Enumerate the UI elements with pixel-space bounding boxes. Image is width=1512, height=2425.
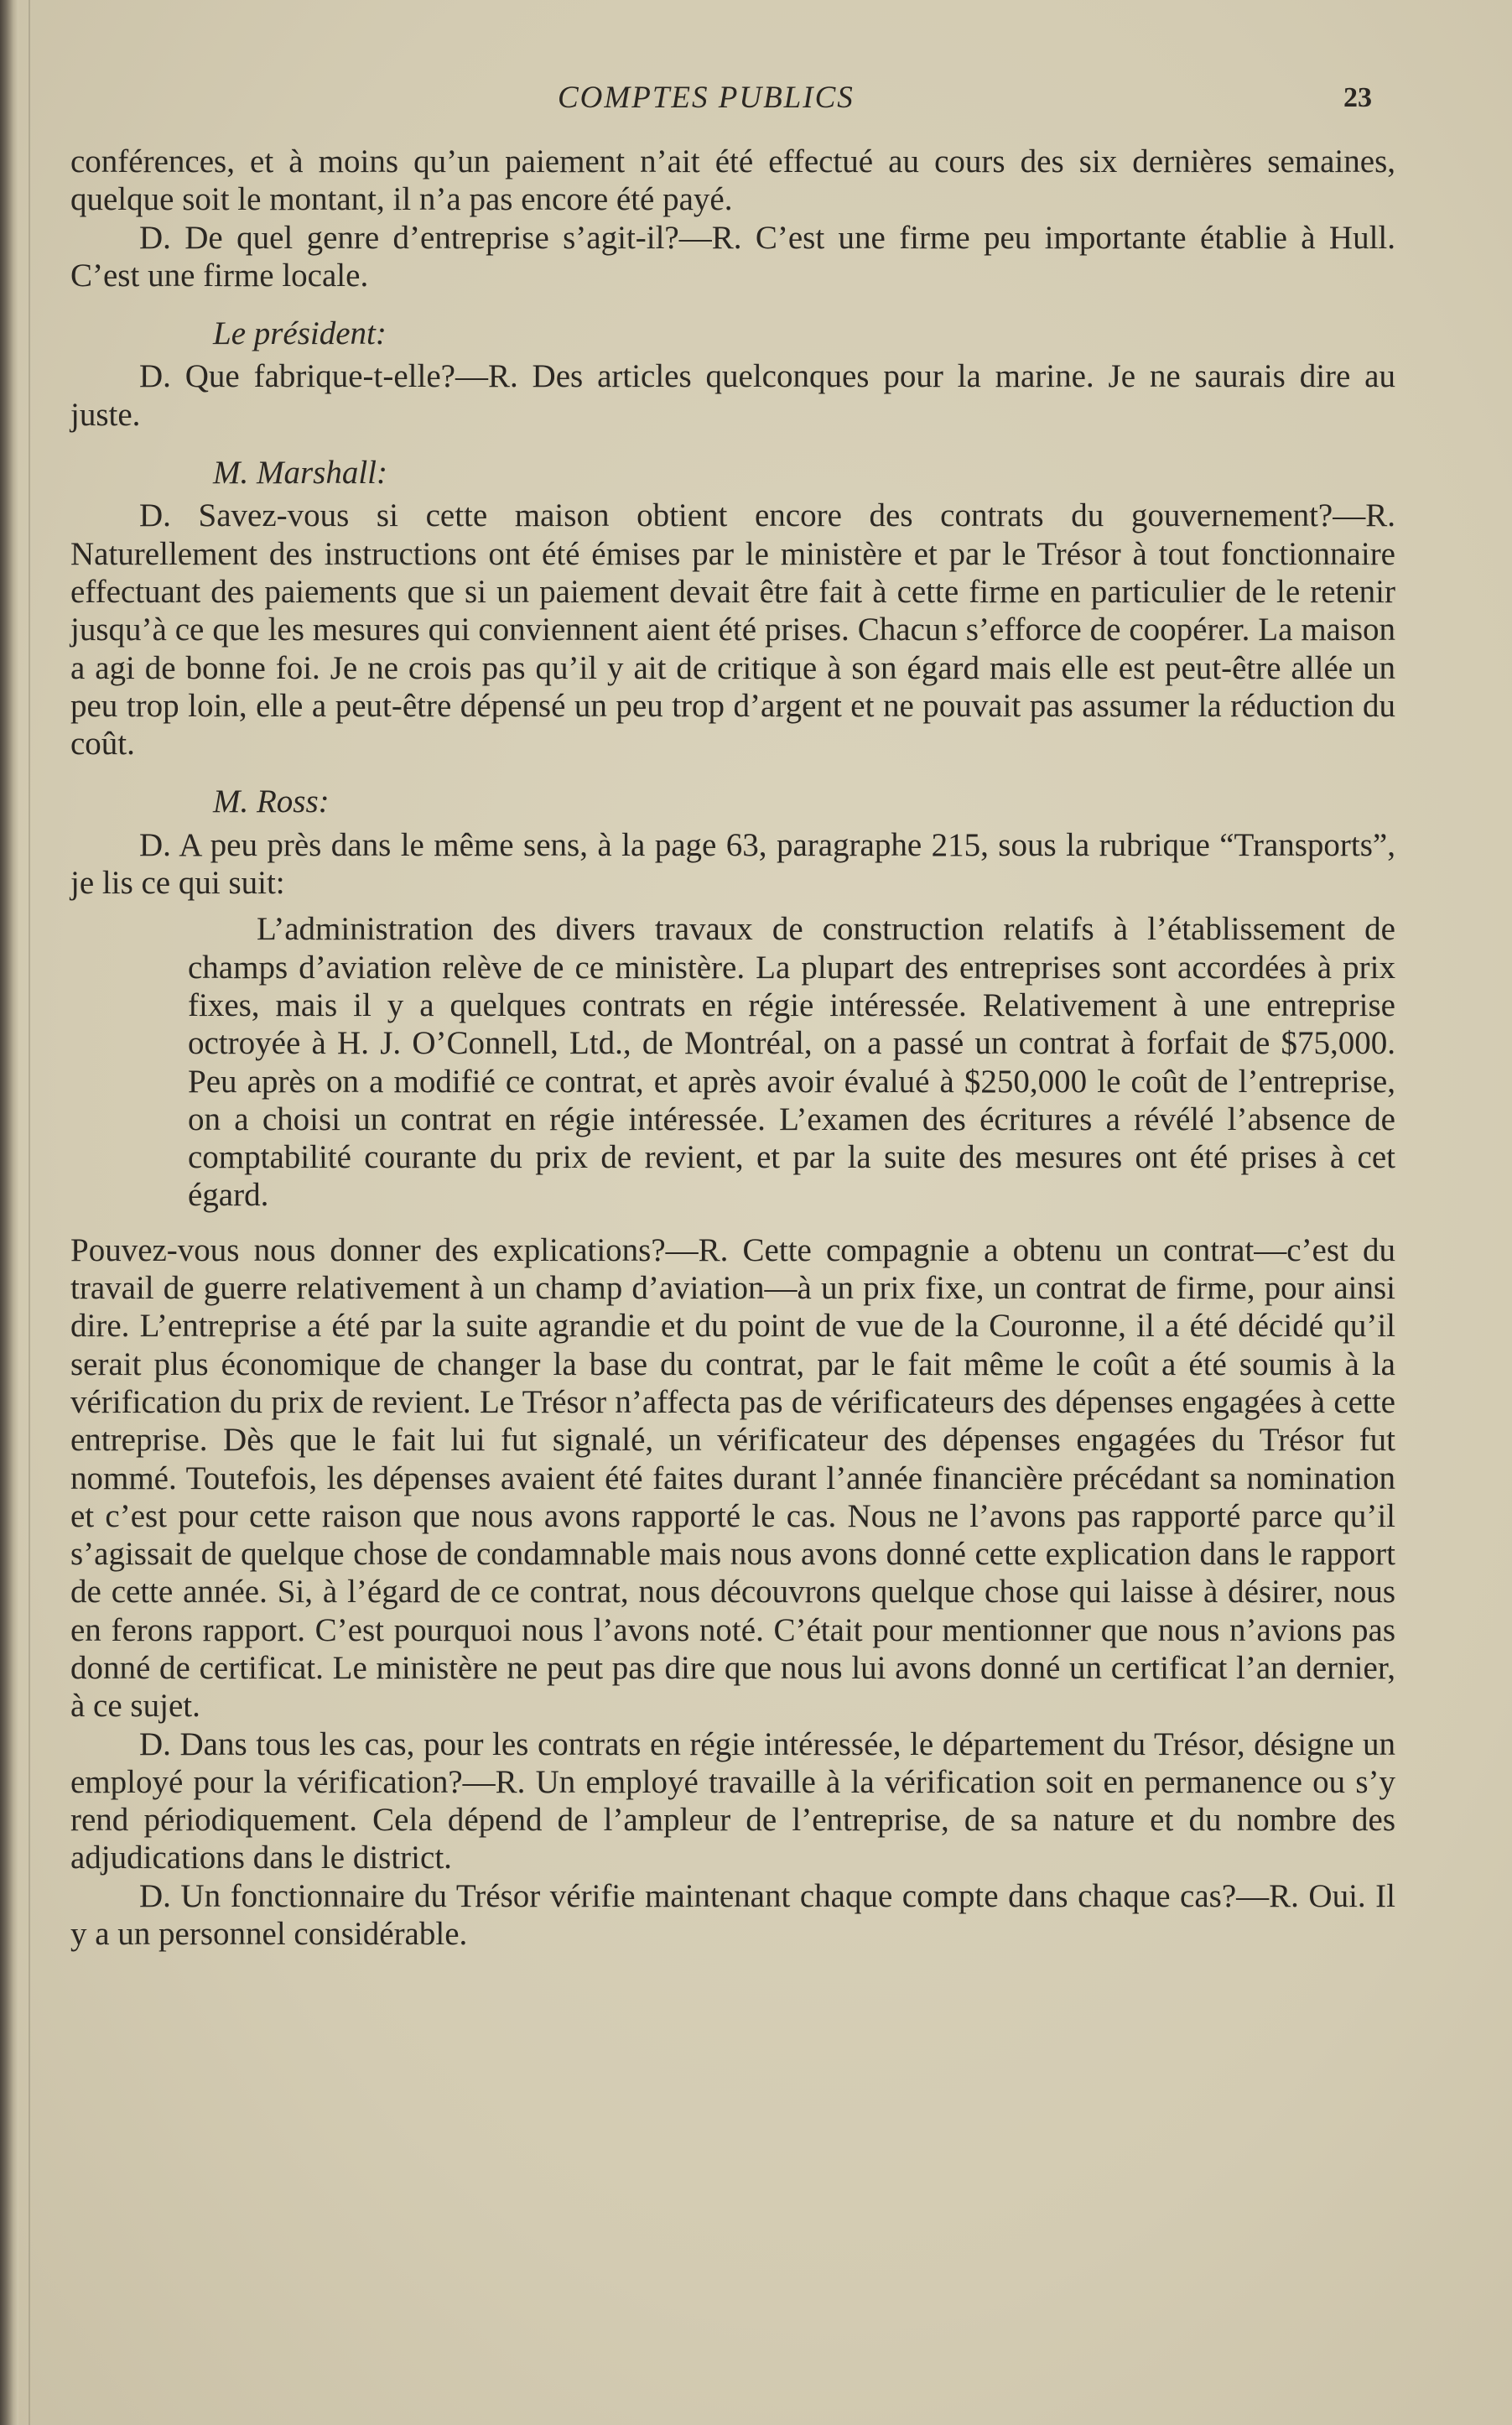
page-binding-shadow <box>0 0 18 2425</box>
speaker-le-president: Le président: <box>213 315 387 352</box>
speaker-m-marshall: M. Marshall: <box>213 455 387 492</box>
paragraph-continuation: conférences, et à moins qu’un paiement n’ait été effectué au cours des six dernières semaines, quelque soit le montant, il n’a pas encore été payé. <box>70 143 1395 218</box>
paragraph-question-entreprise: D. De quel genre d’entreprise s’agit-il?—R. C’est une firme peu importante établie à Hull. C’est une firme locale. <box>70 219 1395 294</box>
paragraph-question-transports: D. A peu près dans le même sens, à la page 63, paragraphe 215, sous la rubrique “Transports”, je lis ce qui suit: <box>70 826 1395 902</box>
paragraph-question-contrats: D. Savez-vous si cette maison obtient encore des contrats du gouvernement?—R. Naturellement des instructions ont été émises par le ministère et par le Trésor à tout fonctionnaire effectuant des paiements que si un paiement devait être fait à cette firme en particulier de le retenir jusqu’à ce que les mesures qui conviennent aient été prises. Chacun s’efforce de coopérer. La maison a agi de bonne foi. Je ne crois pas qu’il y ait de critique à son égard mais elle est peut-être allée un peu trop loin, elle a peut-être dépensé un peu trop d’argent et ne pouvait pas assumer la réduction du coût. <box>70 497 1395 762</box>
paragraph-question-fabrique: D. Que fabrique-t-elle?—R. Des articles quelconques pour la marine. Je ne saurais dire au juste. <box>70 358 1395 433</box>
paragraph-question-regie: D. Dans tous les cas, pour les contrats en régie intéressée, le département du Trésor, désigne un employé pour la vérification?—R. Un employé travaille à la vérification soit en permanence ou s’y rend périodiquement. Cela dépend de l’ampleur de l’entreprise, de sa nature et du nombre des adjudications dans le district. <box>70 1725 1395 1876</box>
page-number: 23 <box>1343 82 1372 113</box>
page-body <box>70 143 1395 1953</box>
speaker-m-ross: M. Ross: <box>213 783 330 820</box>
block-quote-rapport: L’administration des divers travaux de construction relatifs à l’établissement de champs d’aviation relève de ce ministère. La plupart des entreprises sont accordées à prix fixes, mais il y a quelques contrats en régie intéressée. Relativement à une entreprise octroyée à H. J. O’Connell, Ltd., de Montréal, on a passé un contrat à forfait de $75,000. Peu après on a modifié ce contrat, et après avoir évalué à $250,000 le coût de l’entreprise, on a choisi un contrat en régie intéressée. L’examen des écritures a révélé l’absence de comptabilité courante du prix de revient, et par la suite des mesures ont été prises à cet égard. <box>188 911 1395 1214</box>
paragraph-explications: Pouvez-vous nous donner des explications?—R. Cette compagnie a obtenu un contrat—c’est du travail de guerre relativement à un champ d’aviation—à un prix fixe, un contrat de firme, pour ainsi dire. L’entreprise a été par la suite agrandie et du point de vue de la Couronne, il a été décidé qu’il serait plus économique de changer la base du contrat, par le fait même le coût a été soumis à la vérification du prix de revient. Le Trésor n’affecta pas de vérificateurs des dépenses engagées à cette entreprise. Dès que le fait lui fut signalé, un vérificateur des dépenses engagées du Trésor fut nommé. Toutefois, les dépenses avaient été faites durant l’année financière précédant sa nomination et c’est pour cette raison que nous avons rapporté le cas. Nous ne l’avons pas rapporté parce qu’il s’agissait de quelque chose de condamnable mais nous avons donné cette explication dans le rapport de cette année. Si, à l’égard de ce contrat, nous découvrons quelque chose qui laisse à désirer, nous en ferons rapport. C’est pourquoi nous l’avons noté. C’était pour mentionner que nous n’avions pas donné de certificat. Le ministère ne peut pas dire que nous lui avons donné un certificat l’an dernier, à ce sujet. <box>70 1231 1395 1725</box>
binding-margin-line <box>29 0 30 2425</box>
running-title: COMPTES PUBLICS <box>558 81 855 115</box>
paragraph-question-fonctionnaire: D. Un fonctionnaire du Trésor vérifie maintenant chaque compte dans chaque cas?—R. Oui. Il y a un personnel considérable. <box>70 1877 1395 1953</box>
running-header <box>0 77 1512 119</box>
